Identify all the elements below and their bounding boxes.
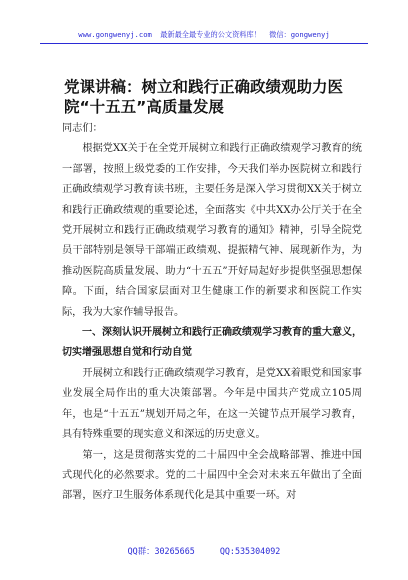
- document-body: [62, 119, 362, 507]
- header-slogan: 最新最全最专业的公文资料库！: [160, 30, 261, 39]
- document-title: 党课讲稿：树立和践行正确政绩观助力医院“十五五”高质量发展: [64, 78, 344, 116]
- salutation: 同志们：: [62, 123, 103, 134]
- header-wechat: 微信：gongwenyj: [269, 30, 330, 39]
- body-paragraph: 根据党XX关于在全党开展树立和践行正确政绩观学习教育的统一部署，按照上级党委的工作安排，今天我们举办医院树立和践行正确政绩观学习教育读书班，主要任务是深入学习贯彻XX关于树立和践行正确政绩观的重要论述，全面落实《中共XX办公厅关于在全党开展树立和践行正确政绩观学习教育的通知》精神，引导全院党员干部特别是领导干部端正政绩观、提振精气神、展现新作为，为推动医院高质量发展、助力“十五五”开好局起好步提供坚强思想保障。下面，结合国家层面对卫生健康工作的新要求和医院工作实际，我为大家作辅导报告。: [62, 143, 362, 318]
- body-paragraph: 第一，这是贯彻落实党的二十届四中全会战略部署、推进中国式现代化的必然要求。党的二十届四中全会对未来五年做出了全面部署，医疗卫生服务体系现代化是其中重要一环。对: [62, 449, 362, 502]
- header-site-link[interactable]: www.gongwenyj.com: [78, 30, 152, 39]
- body-paragraph: 开展树立和践行正确政绩观学习教育，是党XX着眼党和国家事业发展全局作出的重大决策部署。今年是中国共产党成立105周年，也是“十五五”规划开局之年，在这一关键节点开展学习教育，具有特殊重要的现实意义和深远的历史意义。: [62, 367, 362, 441]
- header-divider: [40, 43, 368, 44]
- footer-qq: QQ:535304092: [219, 546, 281, 556]
- page-header: [0, 30, 408, 40]
- section-heading: 一、深刻认识开展树立和践行正确政绩观学习教育的重大意义，切实增强思想自觉和行动自觉: [62, 327, 362, 359]
- page-footer: [0, 545, 408, 557]
- footer-qq-group: QQ群：30265665: [127, 546, 195, 556]
